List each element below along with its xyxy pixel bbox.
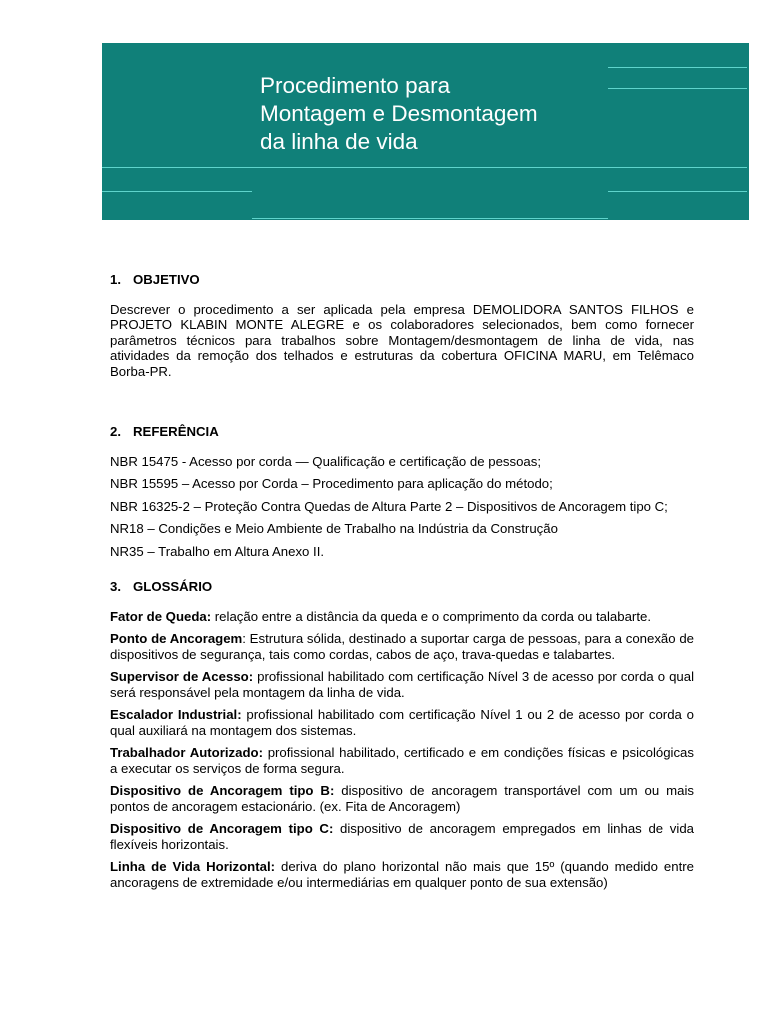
- section-number: 3.: [110, 579, 121, 594]
- section-title: GLOSSÁRIO: [133, 579, 213, 594]
- glossary-term: Trabalhador Autorizado:: [110, 745, 263, 760]
- glossary-definition: dispositivo de ancoragem transportável com um ou mais pontos de ancoragem estacionário. (ex. Fita de Ancoragem): [110, 783, 694, 814]
- glossary-item: [110, 859, 694, 890]
- banner-rule: [102, 191, 252, 192]
- title-line: da linha de vida: [260, 129, 418, 154]
- reference-item: NBR 15595 – Acesso por Corda – Procedimento para aplicação do método;: [110, 476, 553, 491]
- banner-rule: [608, 191, 747, 192]
- glossary-item: [110, 783, 694, 814]
- glossary-term: Dispositivo de Ancoragem tipo C:: [110, 821, 334, 836]
- glossary-item: [110, 745, 694, 776]
- glossary-definition: profissional habilitado, certificado e em condições físicas e psicológicas a executar os serviços de forma segura.: [110, 745, 694, 776]
- glossary-term: Linha de Vida Horizontal:: [110, 859, 275, 874]
- glossary-term: Escalador Industrial:: [110, 707, 242, 722]
- document-title: [260, 72, 620, 156]
- section-heading-glossario: [110, 579, 694, 595]
- reference-item: NR18 – Condições e Meio Ambiente de Trabalho na Indústria da Construção: [110, 521, 558, 536]
- glossary-definition: : Estrutura sólida, destinado a suportar carga de pessoas, para a conexão de dispositivos de segurança, tais como cordas, cabos de aço, trava-quedas e talabartes.: [110, 631, 694, 662]
- glossary-definition: profissional habilitado com certificação Nível 3 de acesso por corda o qual será responsável pela montagem da linha de vida.: [110, 669, 695, 700]
- section-title: REFERÊNCIA: [133, 424, 219, 439]
- banner-rule: [608, 88, 747, 89]
- glossary-item: [110, 821, 694, 852]
- glossary-term: Supervisor de Acesso:: [110, 669, 254, 684]
- document-body: [110, 272, 694, 890]
- glossary-definition: deriva do plano horizontal não mais que 15º (quando medido entre ancoragens de extremidade e/ou intermediárias em qualquer ponto de sua extensão): [110, 859, 694, 890]
- section-number: 2.: [110, 424, 121, 439]
- reference-item: NBR 16325-2 – Proteção Contra Quedas de Altura Parte 2 – Dispositivos de Ancoragem tipo C;: [110, 498, 668, 514]
- title-line: Procedimento para: [260, 73, 451, 98]
- reference-item: NBR 15475 - Acesso por corda — Qualificação e certificação de pessoas;: [110, 453, 542, 469]
- glossary-item: [110, 609, 694, 625]
- reference-item: NR35 – Trabalho em Altura Anexo II.: [110, 543, 325, 559]
- glossary-definition: dispositivo de ancoragem empregados em linhas de vida flexíveis horizontais.: [110, 821, 695, 852]
- glossary-item: [110, 707, 694, 738]
- section-heading-referencia: [110, 424, 694, 440]
- objetivo-text: Descrever o procedimento a ser aplicada pela empresa DEMOLIDORA SANTOS FILHOS e PROJETO KLABIN MONTE ALEGRE e os colaboradores selecionados, bem como fornecer parâmetros técnicos para trabalhos sobre Montagem/desmontagem de linha de vida, nas atividades da remoção dos telhados e estruturas da cobertura OFICINA MARU, em Telêmaco Borba-PR.: [110, 301, 694, 379]
- glossary-term: Ponto de Ancoragem: [110, 631, 243, 646]
- glossary-definition: relação entre a distância da queda e o comprimento da corda ou talabarte.: [211, 608, 651, 624]
- banner-rule: [252, 218, 608, 219]
- glossary-list: [110, 609, 694, 891]
- glossary-term: Fator de Queda:: [110, 608, 212, 624]
- glossary-term: Dispositivo de Ancoragem tipo B:: [110, 783, 335, 798]
- banner-rule: [102, 167, 747, 168]
- reference-list: [110, 454, 694, 560]
- section-heading-objetivo: [110, 272, 694, 288]
- banner-rule: [608, 67, 747, 68]
- title-line: Montagem e Desmontagem: [260, 101, 538, 126]
- glossary-item: [110, 631, 694, 662]
- section-number: 1.: [110, 272, 121, 287]
- title-banner: [102, 43, 749, 220]
- glossary-item: [110, 669, 694, 700]
- section-title: OBJETIVO: [133, 272, 200, 287]
- glossary-definition: profissional habilitado com certificação Nível 1 ou 2 de acesso por corda o qual auxiliará na montagem dos sistemas.: [110, 707, 694, 738]
